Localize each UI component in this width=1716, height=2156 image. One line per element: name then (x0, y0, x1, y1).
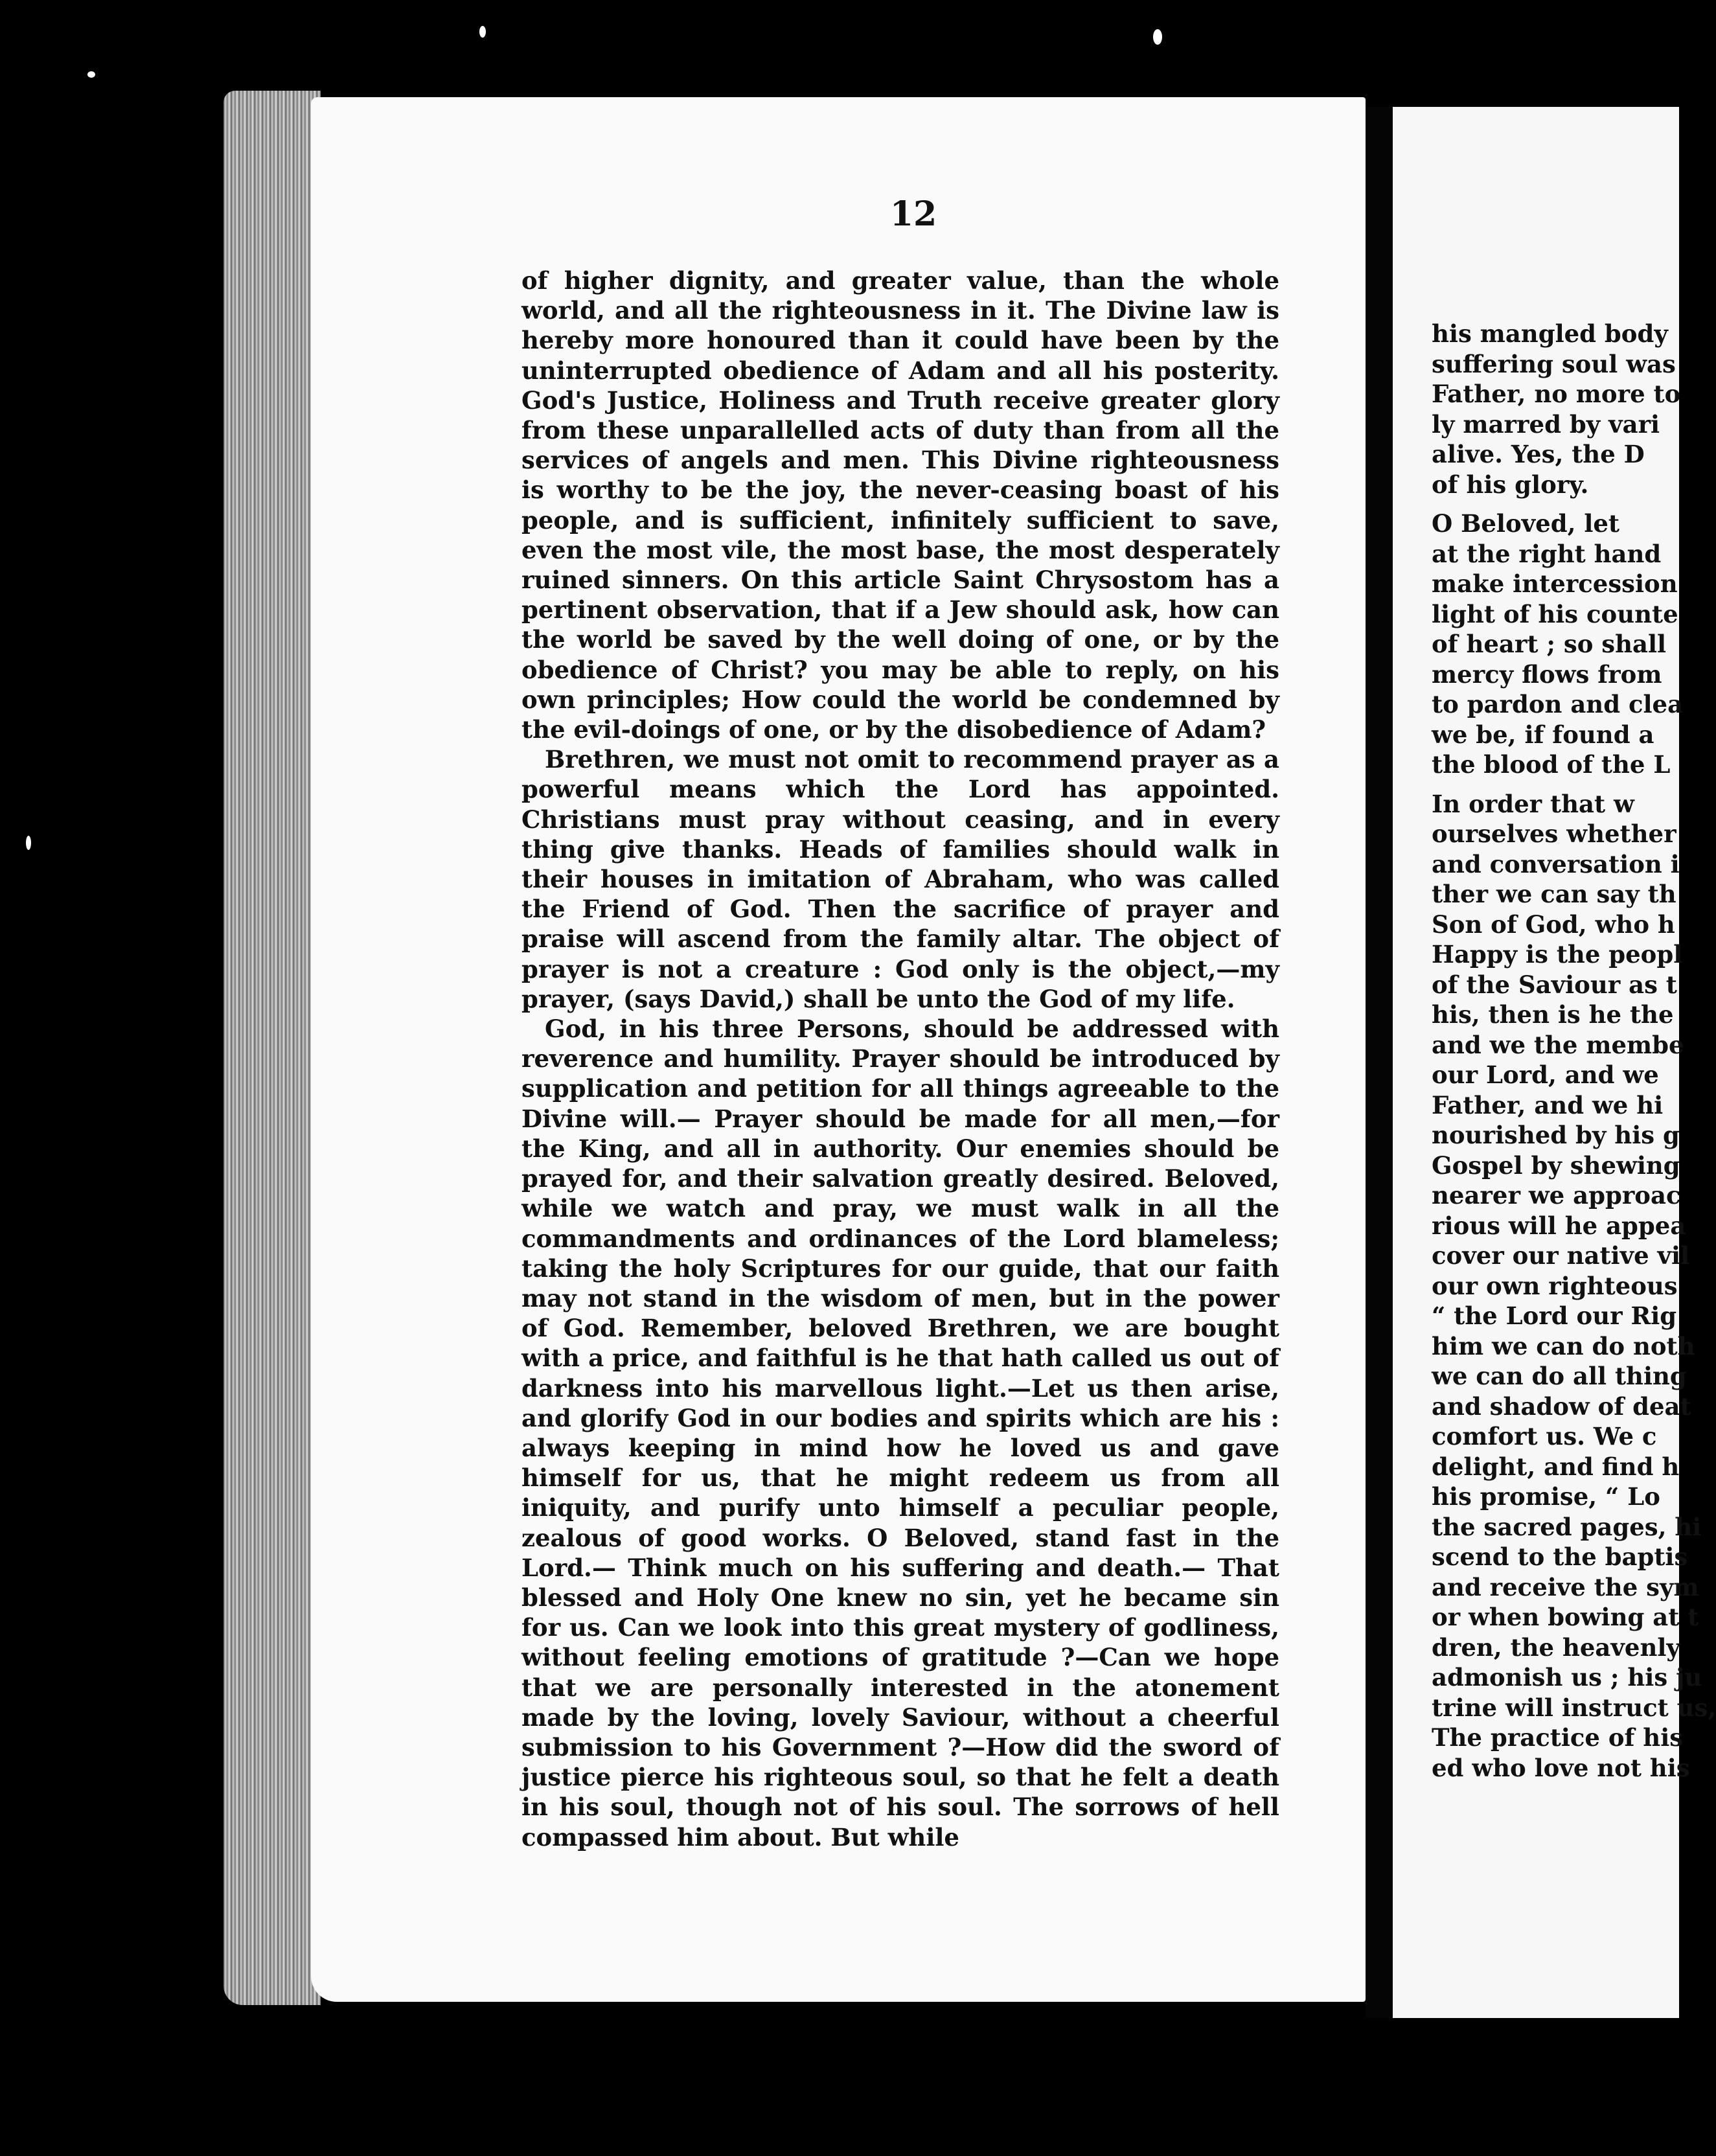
text-line: his mangled body (1432, 319, 1668, 348)
text-line: ourselves whether (1432, 820, 1676, 848)
text-line: scend to the baptis (1432, 1542, 1688, 1571)
paragraph: Brethren, we must not omit to recommend prayer as a powerful means which the Lord has appointed. Christians must pray without ceasing, and in every thing give thanks. Heads of families should walk in their houses in imitation of Abraham, who was called the Friend of God. Then the sacrifice of prayer and praise will ascend from the family altar. The object of prayer is not a creature : God only is the object,—my prayer, (says David,) shall be unto the God of my life. (521, 745, 1279, 1013)
text-line: dren, the heavenly (1432, 1633, 1680, 1662)
text-line: O Beloved, let (1432, 509, 1620, 538)
text-line: Father, and we hi (1432, 1090, 1664, 1119)
text-line: Father, no more to (1432, 380, 1681, 408)
text-line: our own righteous (1432, 1271, 1678, 1300)
page-number: 12 (889, 194, 937, 234)
text-line: to pardon and clea (1432, 690, 1684, 718)
text-line: ly marred by vari (1432, 409, 1660, 439)
text-line: trine will instruct us, (1432, 1693, 1716, 1722)
text-line: we be, if found a (1432, 720, 1654, 749)
text-line: and shadow of deat (1432, 1392, 1691, 1421)
paragraph-gap (1432, 499, 1704, 509)
text-line: alive. Yes, the D (1432, 440, 1645, 468)
text-line: we can do all thing (1432, 1362, 1687, 1390)
text-line: ther we can say th (1432, 880, 1676, 908)
text-line: admonish us ; his ju (1432, 1663, 1702, 1692)
text-line: The practice of his (1432, 1723, 1684, 1752)
text-line: rious will he appea (1432, 1211, 1686, 1240)
text-line: mercy flows from (1432, 659, 1662, 689)
text-line: and receive the sym (1432, 1572, 1699, 1601)
book-gutter (1366, 107, 1393, 2018)
text-line: of his glory. (1432, 470, 1589, 499)
text-line: nearer we approac (1432, 1181, 1681, 1210)
text-line: the blood of the L (1432, 750, 1671, 779)
scan-speck (87, 71, 95, 78)
paragraph: God, in his three Persons, should be addressed with reverence and humility. Prayer should be introduced by supplication and petition for all things agreeable to the Divine will.— Prayer should be made for all men,—for the King, and all in authority. Our enemies should be prayed for, and their salvation greatly desired. Beloved, while we watch and pray, we must walk in all the commandments and ordinances of the Lord blameless; taking the holy Scriptures for our guide, that our faith may not stand in the wisdom of men, but in the power of God. Remember, beloved Brethren, we are bought with a price, and faithful is he that hath called us out of darkness into his marvellous light.—Let us then arise, and glorify God in our bodies and spirits which are his : always keeping in mind how he loved us and gave himself for us, that he might redeem us from all iniquity, and purify unto himself a peculiar people, zealous of good works. O Beloved, stand fast in the Lord.— Think much on his suffering and death.— That blessed and Holy One knew no sin, yet he became sin for us. Can we look into this great mystery of godliness, without feeling emotions of gratitude ?—Can we hope that we are personally interested in the atonement made by the loving, lovely Saviour, without a cheerful submission to his Government ?—How did the sword of justice pierce his righteous soul, so that he felt a death in his soul, though not of his soul. The sorrows of hell compassed him about. But while (521, 1015, 1279, 1852)
scan-speck (26, 836, 31, 850)
text-line: and we the membe (1432, 1030, 1684, 1059)
text-line: Son of God, who h (1432, 910, 1675, 939)
text-line: make intercession (1432, 569, 1678, 598)
book-page-edges (223, 91, 321, 2005)
left-page-text (521, 266, 1279, 1852)
text-line: at the right hand (1432, 539, 1662, 568)
text-line: or when bowing at t (1432, 1603, 1699, 1631)
text-line: suffering soul was (1432, 349, 1676, 378)
text-line: light of his counte (1432, 599, 1678, 628)
scan-speck (479, 26, 486, 38)
text-line: of heart ; so shall (1432, 630, 1667, 658)
text-line: comfort us. We c (1432, 1422, 1657, 1451)
right-page-text (1432, 319, 1716, 1783)
paragraph: of higher dignity, and greater value, than the whole world, and all the righteousness in it. The Divine law is hereby more honoured than it could have been by the uninterrupted obedience of Adam and all his posterity. God's Justice, Holiness and Truth receive greater glory from these unparallelled acts of duty than from all the services of angels and men. This Divine righteousness is worthy to be the joy, the never-ceasing boast of his people, and is sufficient, infinitely sufficient to save, even the most vile, the most base, the most desperately ruined sinners. On this article Saint Chrysostom has a pertinent observation, that if a Jew should ask, how can the world be saved by the well doing of one, or by the obedience of Christ? you may be able to reply, on his own principles; How could the world be condemned by the evil-doings of one, or by the disobedience of Adam? (521, 266, 1279, 744)
text-line: and conversation i (1432, 849, 1680, 878)
text-line: Happy is the peopl (1432, 940, 1683, 969)
text-line: him we can do noth (1432, 1331, 1695, 1360)
scan-speck (1153, 29, 1162, 45)
text-line: cover our native vil (1432, 1241, 1690, 1270)
text-line: “ the Lord our Rig (1432, 1302, 1677, 1330)
text-line: In order that w (1432, 789, 1634, 818)
text-line: our Lord, and we (1432, 1061, 1659, 1089)
text-line: his promise, “ Lo (1432, 1482, 1660, 1511)
text-line: Gospel by shewing (1432, 1151, 1680, 1180)
text-line: delight, and find h (1432, 1452, 1680, 1481)
paragraph-gap (1432, 780, 1704, 789)
text-line: the sacred pages, hi (1432, 1512, 1702, 1541)
text-line: of the Saviour as t (1432, 970, 1677, 999)
text-line: nourished by his g (1432, 1121, 1680, 1149)
text-line: his, then is he the (1432, 1000, 1674, 1029)
text-line: ed who love not his (1432, 1753, 1690, 1782)
